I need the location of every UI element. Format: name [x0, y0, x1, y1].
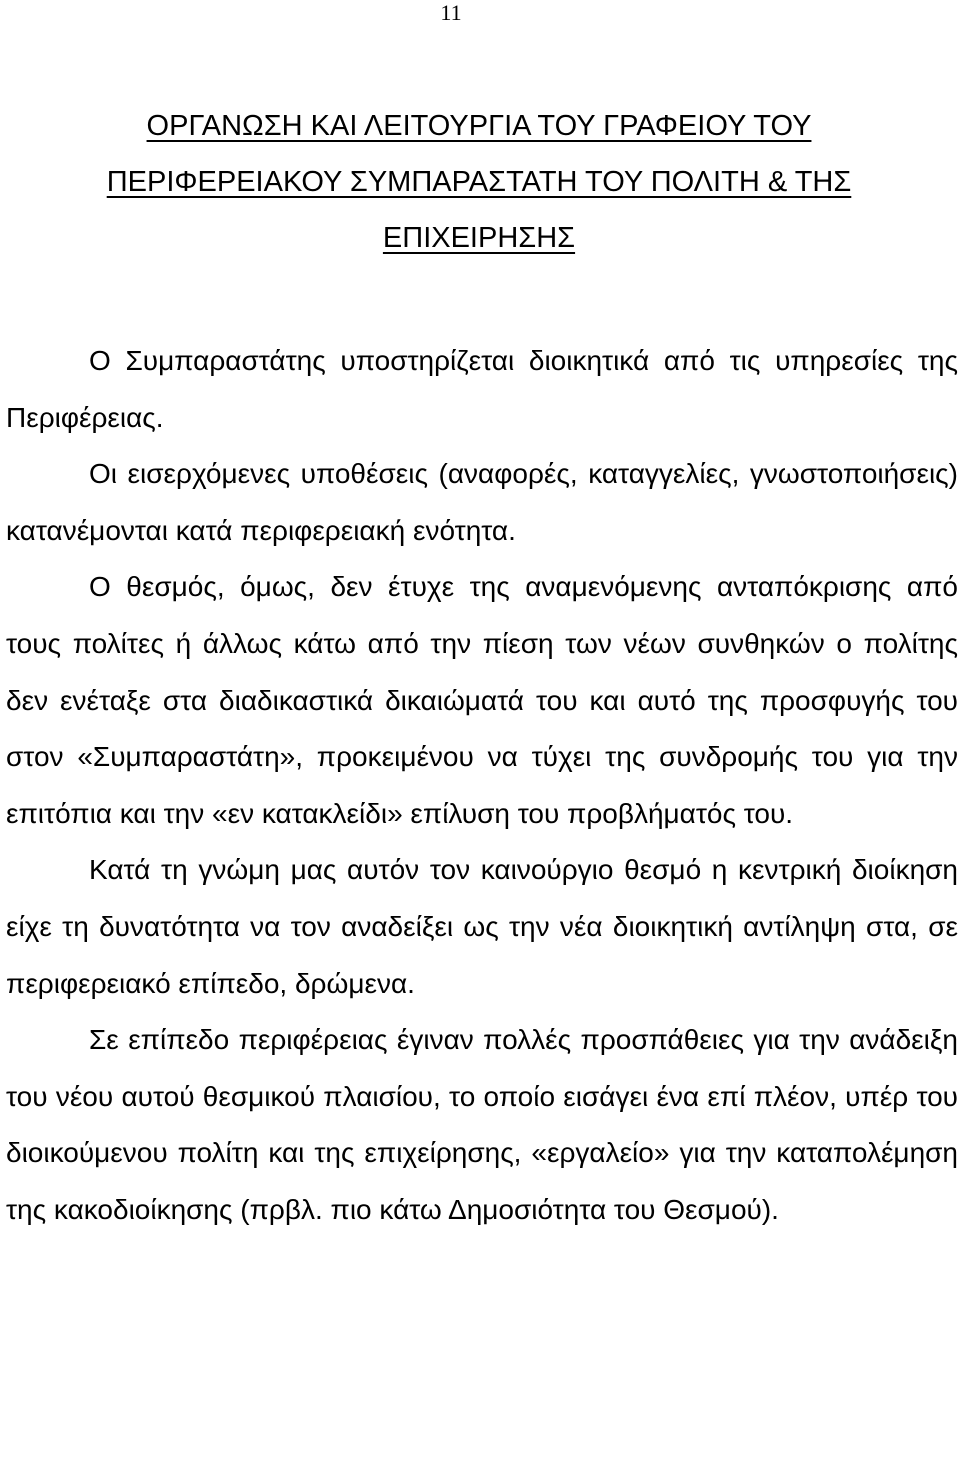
paragraph-1: Ο Συμπαραστάτης υποστηρίζεται διοικητικά από τις υπηρεσίες της Περιφέρειας. [6, 345, 958, 433]
title-line-2: ΠΕΡΙΦΕΡΕΙΑΚΟΥ ΣΥΜΠΑΡΑΣΤΑΤΗ ΤΟΥ ΠΟΛΙΤΗ & ΤΗΣ [106, 166, 852, 198]
title-line-3: ΕΠΙΧΕΙΡΗΣΗΣ [382, 222, 576, 254]
body-text [6, 333, 958, 1239]
paragraph-3: Ο θεσμός, όμως, δεν έτυχε της αναμενόμενης ανταπόκρισης από τους πολίτες ή άλλως κάτω από την πίεση των νέων συνθηκών ο πολίτης δεν ενέταξε στα διαδικαστικά δικαιώματά του και αυτό της προσφυγής του στον «Συμπαραστάτη», προκειμένου να τύχει της συνδρομής του για την επιτόπια και την «εν κατακλείδι» επίλυση του προβλήματός του. [6, 571, 958, 829]
page-number: 11 [440, 0, 462, 25]
paragraph-2: Οι εισερχόμενες υποθέσεις (αναφορές, καταγγελίες, γνωστοποιήσεις) κατανέμονται κατά περιφερειακή ενότητα. [6, 458, 958, 546]
paragraph-4: Κατά τη γνώμη μας αυτόν τον καινούργιο θεσμό η κεντρική διοίκηση είχε τη δυνατότητα να τον αναδείξει ως την νέα διοικητική αντίληψη στα, σε περιφερειακό επίπεδο, δρώμενα. [6, 854, 958, 999]
page-title [54, 98, 904, 266]
title-line-1: ΟΡΓΑΝΩΣΗ ΚΑΙ ΛΕΙΤΟΥΡΓΙΑ ΤΟΥ ΓΡΑΦΕΙΟΥ ΤΟΥ [146, 110, 812, 142]
paragraph-5: Σε επίπεδο περιφέρειας έγιναν πολλές προσπάθειες για την ανάδειξη του νέου αυτού θεσμικού πλαισίου, το οποίο εισάγει ένα επί πλέον, υπέρ του διοικούμενου πολίτη και της επιχείρησης, «εργαλείο» για την καταπολέμηση της κακοδιοίκησης (πρβλ. πιο κάτω Δημοσιότητα του Θεσμού). [6, 1024, 958, 1225]
